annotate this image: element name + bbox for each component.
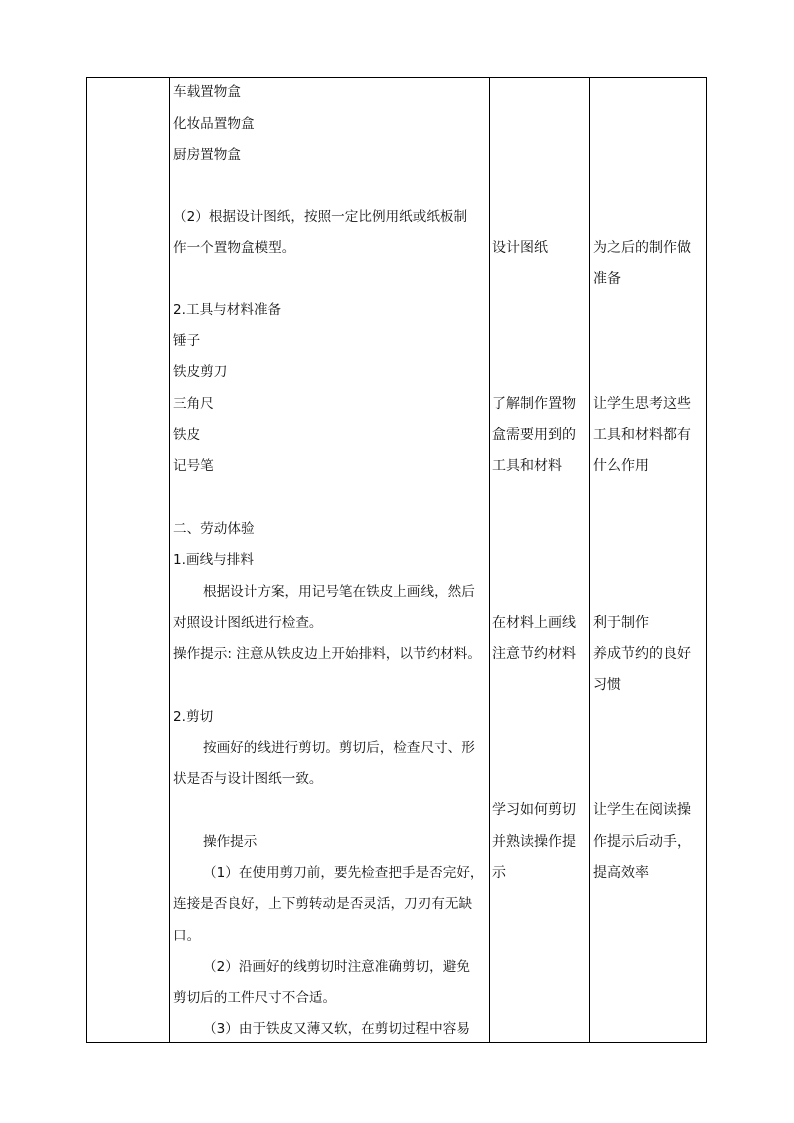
activity-line: 盒需要用到的 bbox=[492, 427, 576, 443]
section-heading: 2.工具与材料准备 bbox=[173, 302, 282, 318]
intent-line: 准备 bbox=[593, 271, 621, 287]
section-heading: 1.画线与排料 bbox=[173, 552, 254, 568]
content-line: （3）由于铁皮又薄又软，在剪切过程中容易 bbox=[203, 1021, 470, 1037]
content-line: 铁皮剪刀 bbox=[173, 364, 228, 380]
intent-line: 养成节约的良好 bbox=[593, 646, 691, 662]
intent-line: 为之后的制作做 bbox=[593, 240, 691, 256]
intent-line: 提高效率 bbox=[593, 865, 649, 881]
intent-line: 让学生在阅读操 bbox=[593, 802, 691, 818]
operation-tip: 操作提示: 注意从铁皮边上开始排料，以节约材料。 bbox=[173, 646, 481, 662]
content-line: 按画好的线进行剪切。剪切后，检查尺寸、形 bbox=[203, 740, 475, 756]
content-line: 车载置物盒 bbox=[173, 84, 241, 100]
content-line: 三角尺 bbox=[173, 396, 214, 412]
activity-line: 学习如何剪切 bbox=[492, 802, 576, 818]
column-divider bbox=[489, 78, 490, 1042]
content-line: （2）沿画好的线剪切时注意准确剪切，避免 bbox=[203, 959, 470, 975]
content-line: 剪切后的工件尺寸不合适。 bbox=[173, 990, 337, 1006]
content-line: 化妆品置物盒 bbox=[173, 116, 255, 132]
activity-line: 并熟读操作提 bbox=[492, 834, 576, 850]
intent-line: 工具和材料都有 bbox=[593, 427, 691, 443]
content-line: 作一个置物盒模型。 bbox=[173, 240, 296, 256]
content-line: 口。 bbox=[173, 928, 201, 944]
column-divider bbox=[169, 78, 170, 1042]
section-heading: 2.剪切 bbox=[173, 709, 214, 725]
activity-line: 了解制作置物 bbox=[492, 396, 576, 412]
lesson-table bbox=[86, 77, 707, 1043]
content-line: 根据设计方案，用记号笔在铁皮上画线，然后 bbox=[203, 584, 475, 600]
activity-line: 设计图纸 bbox=[492, 240, 548, 256]
intent-line: 什么作用 bbox=[593, 458, 649, 474]
content-line: 厨房置物盒 bbox=[173, 147, 241, 163]
content-line: 锤子 bbox=[173, 333, 201, 349]
intent-line: 作提示后动手， bbox=[593, 834, 691, 850]
content-line: 连接是否良好，上下剪转动是否灵活，刀刃有无缺 bbox=[173, 896, 473, 912]
section-heading: 二、劳动体验 bbox=[173, 521, 255, 537]
content-line: 记号笔 bbox=[173, 458, 214, 474]
content-line: （1）在使用剪刀前，要先检查把手是否完好， bbox=[203, 865, 484, 881]
intent-line: 让学生思考这些 bbox=[593, 396, 691, 412]
activity-line: 工具和材料 bbox=[492, 458, 562, 474]
activity-line: 示 bbox=[492, 865, 506, 881]
activity-line: 在材料上画线 bbox=[492, 615, 576, 631]
content-line: 铁皮 bbox=[173, 427, 201, 443]
activity-line: 注意节约材料 bbox=[492, 646, 576, 662]
operation-tip-heading: 操作提示 bbox=[203, 834, 258, 850]
intent-line: 利于制作 bbox=[593, 615, 649, 631]
intent-line: 习惯 bbox=[593, 677, 621, 693]
content-line: 状是否与设计图纸一致。 bbox=[173, 771, 323, 787]
content-line: 对照设计图纸进行检查。 bbox=[173, 615, 323, 631]
column-divider bbox=[589, 78, 590, 1042]
content-line: （2）根据设计图纸，按照一定比例用纸或纸板制 bbox=[173, 209, 468, 225]
